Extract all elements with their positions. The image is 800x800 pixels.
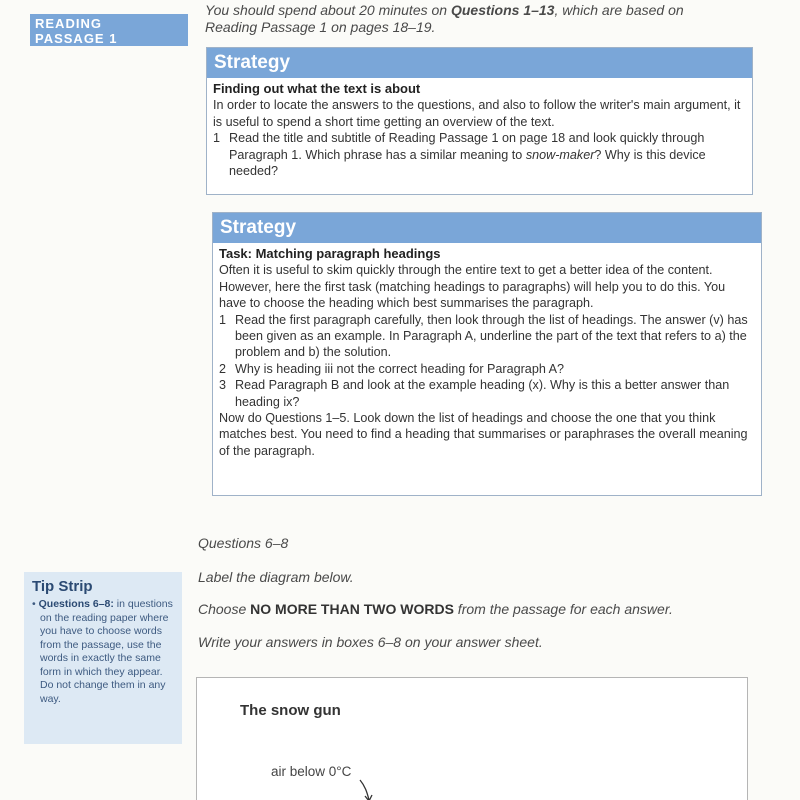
section-label-line1: READING xyxy=(35,16,102,31)
strategy-item xyxy=(213,130,742,179)
strategy-heading: Strategy xyxy=(207,48,752,78)
intro-text xyxy=(205,2,765,36)
diagram-label: air below 0°C xyxy=(271,764,352,779)
strategy-item xyxy=(219,312,751,361)
questions-range: Questions 6–8 xyxy=(198,535,289,551)
item-text-end: ? Why is this device needed? xyxy=(229,147,706,179)
item-number: 2 xyxy=(219,361,227,376)
arrow-icon xyxy=(357,778,387,800)
item-number: 1 xyxy=(213,131,221,146)
instruction-choose xyxy=(198,601,673,617)
diagram-title: The snow gun xyxy=(240,702,341,719)
intro-questions-bold: Questions 1–13 xyxy=(450,2,555,18)
strategy-paragraph: In order to locate the answers to the questions, and also to follow the writer's main argument, it is useful to spend a short time getting an overview of the text. xyxy=(213,98,741,129)
intro-text-line2: Reading Passage 1 on pages 18–19. xyxy=(205,19,436,35)
section-label-line2: PASSAGE 1 xyxy=(35,31,118,46)
intro-text-part: , which are based on xyxy=(554,2,684,18)
instruction-text: from the passage for each answer. xyxy=(453,601,673,617)
item-text: Why is heading iii not the correct heading for Paragraph A? xyxy=(235,361,565,376)
item-emphasis: snow-maker xyxy=(525,147,595,162)
instruction-text: Choose xyxy=(198,601,251,617)
item-text: Read the title and subtitle of Reading Passage 1 on page 18 and look quickly through Paragraph 1. Which phrase has a similar meaning to xyxy=(229,131,705,162)
strategy-heading: Strategy xyxy=(213,213,761,243)
item-number: 3 xyxy=(219,378,227,393)
instruction-label: Label the diagram below. xyxy=(198,569,354,585)
strategy-box-overview xyxy=(206,47,753,195)
tip-body: in questions on the reading paper where you have to choose words from the passage, use the words in exactly the same form in which they appear. Do not change them in any way. xyxy=(40,598,173,705)
strategy-box-headings xyxy=(212,212,762,496)
bullet-icon: • xyxy=(32,598,36,610)
strategy-paragraph: Often it is useful to skim quickly through the entire text to get a better idea of the content. However, here the first task (matching headings to paragraphs) will help you to do this. You have to choose the heading which best summarises the paragraph. xyxy=(219,263,726,311)
tip-bold: Questions 6–8: xyxy=(38,598,114,610)
strategy-subheading: Task: Matching paragraph headings xyxy=(219,246,441,261)
strategy-item xyxy=(219,361,751,377)
strategy-item xyxy=(219,377,751,410)
item-text: Read the first paragraph carefully, then look through the list of headings. The answer (v) has been given as an example. In Paragraph A, underline the part of the text that refers to a) the problem and b) the solution. xyxy=(235,312,748,360)
diagram-box xyxy=(196,677,748,800)
item-text: Read Paragraph B and look at the example heading (x). Why is this a better answer than heading ix? xyxy=(235,378,730,409)
intro-text-part: You should spend about 20 minutes on xyxy=(205,2,451,18)
tip-title: Tip Strip xyxy=(32,578,93,595)
item-number: 1 xyxy=(219,312,227,327)
instruction-bold: NO MORE THAN TWO WORDS xyxy=(250,601,454,617)
tip-strip xyxy=(24,572,182,744)
instruction-write: Write your answers in boxes 6–8 on your answer sheet. xyxy=(198,634,543,650)
section-label xyxy=(30,14,188,46)
strategy-subheading: Finding out what the text is about xyxy=(213,81,421,96)
strategy-closing: Now do Questions 1–5. Look down the list of headings and choose the one that you think matches best. You need to find a heading that summarises or paraphrases the overall meaning of the paragraph. xyxy=(219,411,748,458)
tip-text xyxy=(32,598,174,706)
